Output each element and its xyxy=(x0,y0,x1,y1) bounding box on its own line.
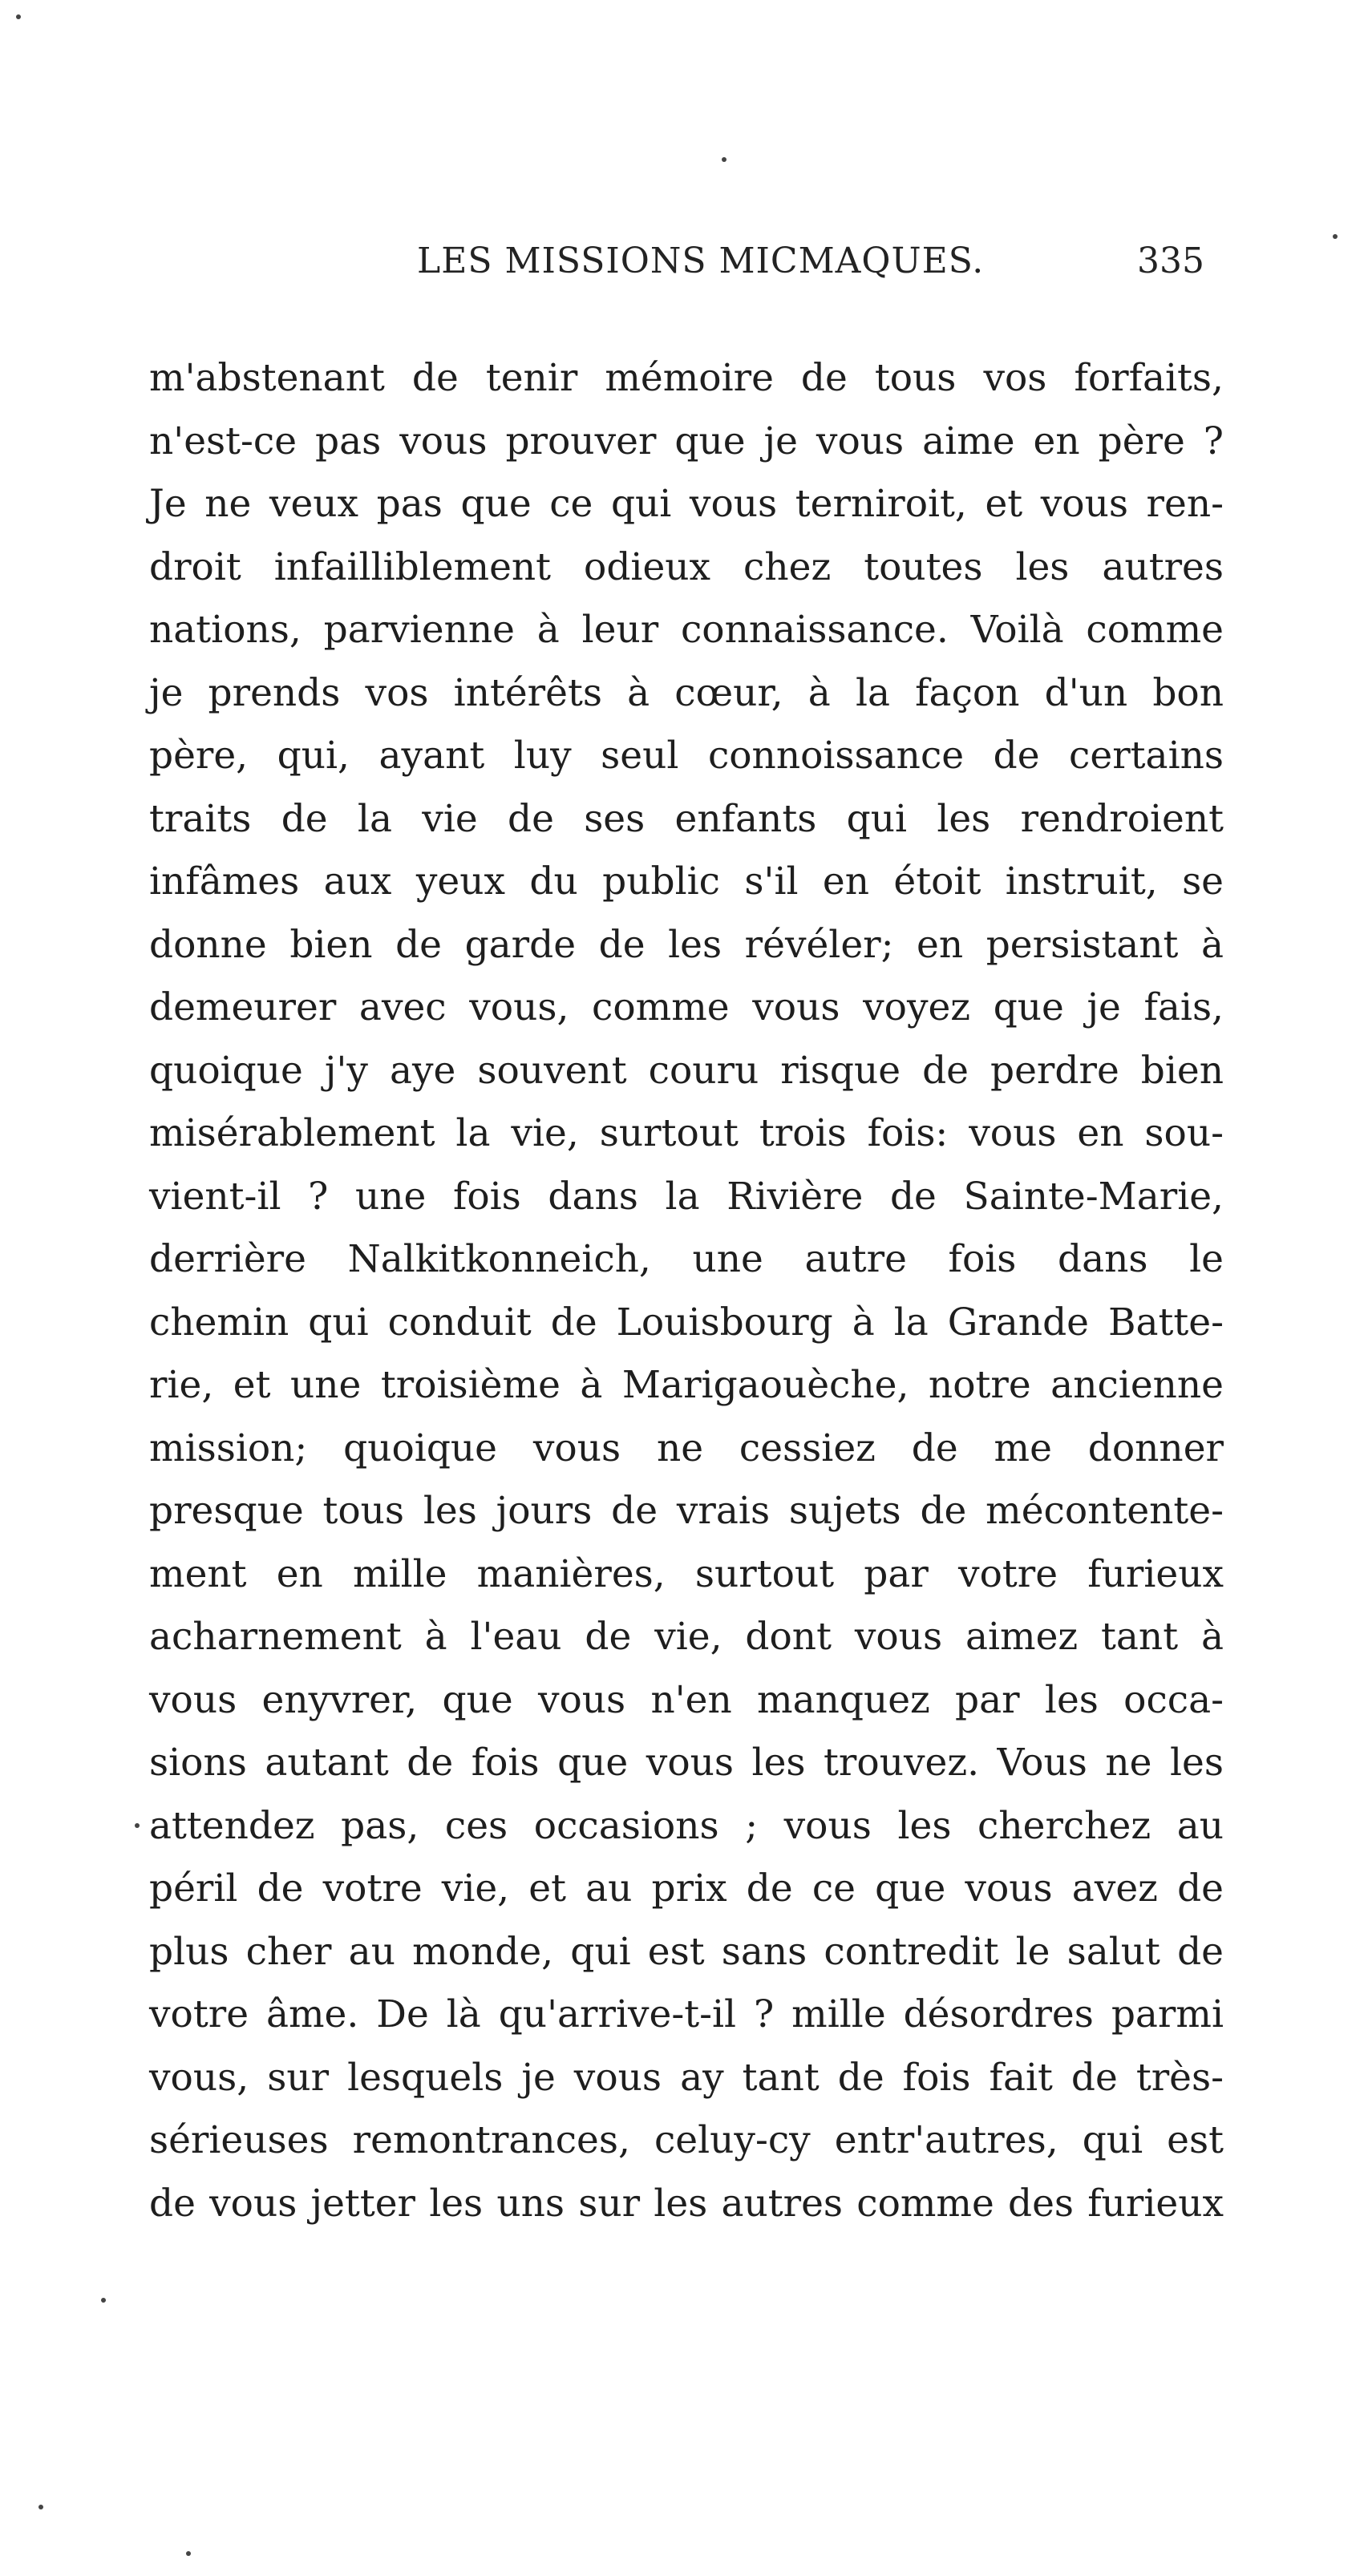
text-line: ment en mille manières, surtout par votre furieux xyxy=(149,1551,1224,1596)
text-line: presque tous les jours de vrais sujets de mécontente- xyxy=(149,1489,1224,1533)
scan-speck xyxy=(1333,234,1338,239)
scan-speck xyxy=(101,2298,106,2303)
text-line: derrière Nalkitkonneich, une autre fois dans le xyxy=(149,1237,1224,1281)
body-text xyxy=(149,347,1224,2235)
text-line: n'est-ce pas vous prouver que je vous aime en père ? xyxy=(149,419,1224,463)
text-line: m'abstenant de tenir mémoire de tous vos forfaits, xyxy=(149,356,1224,400)
text-line: Je ne veux pas que ce qui vous terniroit, et vous ren- xyxy=(149,482,1224,526)
text-line: de vous jetter les uns sur les autres comme des furieux xyxy=(149,2181,1224,2226)
running-header-title: LES MISSIONS MICMAQUES. xyxy=(417,241,985,281)
text-line: péril de votre vie, et au prix de ce que vous avez de xyxy=(149,1866,1224,1911)
text-line: rie, et une troisième à Marigaouèche, notre ancienne xyxy=(149,1363,1224,1407)
scan-speck xyxy=(186,2551,191,2556)
page-number: 335 xyxy=(1137,241,1204,281)
text-line: infâmes aux yeux du public s'il en étoit instruit, se xyxy=(149,859,1224,904)
text-line: acharnement à l'eau de vie, dont vous aimez tant à xyxy=(149,1615,1224,1659)
text-line: nations, parvienne à leur connaissance. Voilà comme xyxy=(149,608,1224,652)
text-line: traits de la vie de ses enfants qui les rendroient xyxy=(149,796,1224,841)
text-line: chemin qui conduit de Louisbourg à la Grande Batte- xyxy=(149,1300,1224,1345)
scan-speck xyxy=(38,2505,43,2509)
scan-speck xyxy=(135,1823,140,1828)
text-line: vous, sur lesquels je vous ay tant de fois fait de très- xyxy=(149,2055,1224,2100)
text-line: droit infailliblement odieux chez toutes les autres xyxy=(149,544,1224,589)
text-line: vous enyvrer, que vous n'en manquez par les occa- xyxy=(149,1677,1224,1722)
text-line: donne bien de garde de les révéler; en persistant à xyxy=(149,922,1224,967)
text-line: plus cher au monde, qui est sans contredit le salut de xyxy=(149,1929,1224,1974)
text-line: mission; quoique vous ne cessiez de me donner xyxy=(149,1425,1224,1470)
text-line: sions autant de fois que vous les trouvez. Vous ne les xyxy=(149,1741,1224,1785)
scan-speck xyxy=(722,157,726,162)
text-line: quoique j'y aye souvent couru risque de perdre bien xyxy=(149,1048,1224,1093)
text-line: attendez pas, ces occasions ; vous les cherchez au xyxy=(149,1803,1224,1848)
text-line: sérieuses remontrances, celuy-cy entr'autres, qui est xyxy=(149,2118,1224,2162)
text-line: votre âme. De là qu'arrive-t-il ? mille désordres parmi xyxy=(149,1992,1224,2036)
text-line: misérablement la vie, surtout trois fois: vous en sou- xyxy=(149,1111,1224,1155)
text-line: demeurer avec vous, comme vous voyez que je fais, xyxy=(149,985,1224,1029)
text-line: vient-il ? une fois dans la Rivière de Sainte-Marie, xyxy=(149,1174,1224,1219)
scan-speck xyxy=(16,14,21,19)
text-line: je prends vos intérêts à cœur, à la façon d'un bon xyxy=(149,670,1224,715)
text-line: père, qui, ayant luy seul connoissance de certains xyxy=(149,734,1224,778)
